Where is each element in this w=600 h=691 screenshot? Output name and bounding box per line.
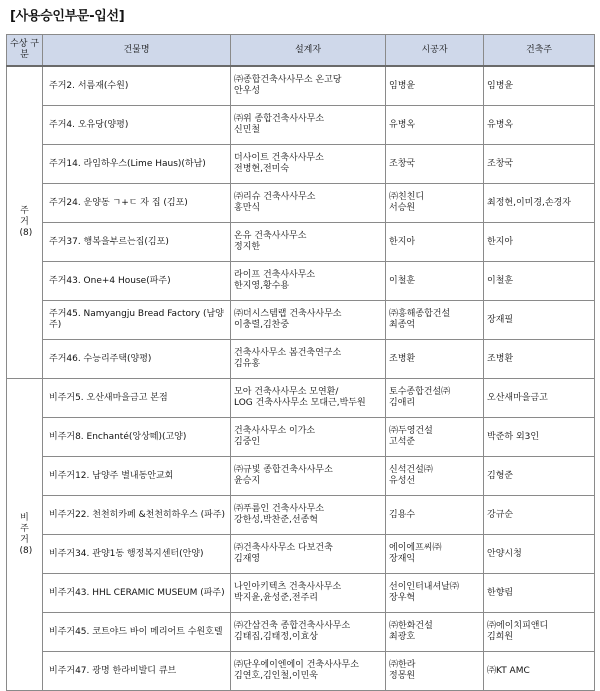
constructor-line: 정몽원 bbox=[389, 671, 416, 681]
building-name-cell: 주거37. 행복을부르는집(김포) bbox=[43, 223, 231, 262]
table-row bbox=[7, 418, 595, 457]
designer-cell bbox=[231, 262, 386, 301]
designer-line: 더사이트 건축사사무소 bbox=[234, 153, 324, 163]
owner-line: ㈜에이치피앤디 bbox=[487, 621, 549, 631]
designer-line: LOG 건축사사무소 모대근,박두원 bbox=[234, 398, 366, 408]
owner-cell bbox=[484, 418, 595, 457]
header-designer: 설계자 bbox=[231, 35, 386, 67]
owner-line: 이철훈 bbox=[487, 275, 514, 286]
owner-line: 최정현,이미경,손경자 bbox=[487, 197, 571, 208]
designer-cell bbox=[231, 184, 386, 223]
constructor-line: 장우혁 bbox=[389, 593, 416, 603]
designer-cell bbox=[231, 106, 386, 145]
owner-line: 오산새마을금고 bbox=[487, 392, 548, 403]
table-row bbox=[7, 496, 595, 535]
constructor-line: 장재익 bbox=[389, 554, 416, 564]
table-row bbox=[7, 66, 595, 106]
building-name-cell: 주거4. 오유당(양평) bbox=[43, 106, 231, 145]
building-name-cell: 비주거5. 오산새마을금고 본점 bbox=[43, 379, 231, 418]
owner-cell bbox=[484, 574, 595, 613]
table-body bbox=[7, 66, 595, 691]
designer-line: 이충렬,김찬중 bbox=[234, 320, 290, 330]
constructor-cell bbox=[386, 574, 484, 613]
designer-cell bbox=[231, 66, 386, 106]
constructor-cell bbox=[386, 457, 484, 496]
designer-line: 라이프 건축사사무소 bbox=[234, 270, 316, 280]
building-name-cell: 비주거22. 천천히카페 &천천히하우스 (파주) bbox=[43, 496, 231, 535]
designer-line: 한지영,황수용 bbox=[234, 281, 290, 291]
owner-line: ㈜KT AMC bbox=[487, 665, 530, 676]
owner-cell bbox=[484, 496, 595, 535]
designer-line: ㈜위 종합건축사사무소 bbox=[234, 114, 325, 124]
building-name-cell: 주거45. Namyangju Bread Factory (남양주) bbox=[43, 301, 231, 340]
owner-line: 김희원 bbox=[487, 632, 514, 642]
category-label: 주 거 (8) bbox=[19, 206, 33, 238]
designer-cell bbox=[231, 223, 386, 262]
designer-cell bbox=[231, 301, 386, 340]
owner-cell bbox=[484, 613, 595, 652]
table-row bbox=[7, 184, 595, 223]
owner-cell bbox=[484, 106, 595, 145]
designer-line: 건축사사무소 이가소 bbox=[234, 426, 316, 436]
designer-cell bbox=[231, 574, 386, 613]
designer-line: 강한성,박찬준,선종혁 bbox=[234, 515, 318, 525]
designer-cell bbox=[231, 535, 386, 574]
building-name-cell: 주거43. One+4 House(파주) bbox=[43, 262, 231, 301]
owner-line: 김형준 bbox=[487, 470, 514, 481]
table-row bbox=[7, 301, 595, 340]
building-name-cell: 주거2. 서름재(수원) bbox=[43, 66, 231, 106]
designer-line: ㈜더시스템랩 건축사사무소 bbox=[234, 309, 342, 319]
building-name-cell: 비주거34. 관양1동 행정복지센터(안양) bbox=[43, 535, 231, 574]
constructor-cell bbox=[386, 301, 484, 340]
constructor-line: ㈜한화건설 bbox=[389, 621, 433, 631]
owner-line: 안양시청 bbox=[487, 548, 522, 559]
constructor-cell bbox=[386, 613, 484, 652]
owner-line: 한지아 bbox=[487, 236, 514, 247]
owner-cell bbox=[484, 184, 595, 223]
constructor-cell bbox=[386, 223, 484, 262]
designer-cell bbox=[231, 145, 386, 184]
designer-line: ㈜건축사사무소 다보건축 bbox=[234, 543, 333, 553]
designer-line: ㈜간삼건축 종합건축사사무소 bbox=[234, 621, 351, 631]
table-row bbox=[7, 262, 595, 301]
constructor-line: 김애리 bbox=[389, 398, 416, 408]
owner-line: 장재필 bbox=[487, 314, 514, 325]
constructor-cell bbox=[386, 184, 484, 223]
designer-cell bbox=[231, 418, 386, 457]
constructor-line: 조창국 bbox=[389, 158, 416, 169]
owner-line: 강규순 bbox=[487, 509, 514, 520]
owner-line: 유병옥 bbox=[487, 119, 514, 130]
constructor-line: 유병옥 bbox=[389, 119, 416, 130]
designer-line: 홍만식 bbox=[234, 203, 261, 213]
table-row bbox=[7, 613, 595, 652]
category-non-residential bbox=[7, 379, 43, 691]
owner-cell bbox=[484, 652, 595, 691]
owner-cell bbox=[484, 340, 595, 379]
constructor-line: ㈜한라 bbox=[389, 660, 416, 670]
designer-line: ㈜단우에이엔에이 건축사사무소 bbox=[234, 660, 359, 670]
table-row bbox=[7, 574, 595, 613]
table-header-row bbox=[7, 35, 595, 67]
constructor-line: 에이에프씨㈜ bbox=[389, 543, 442, 553]
building-name-cell: 주거46. 수능리주택(양평) bbox=[43, 340, 231, 379]
table-row bbox=[7, 106, 595, 145]
owner-line: 박준하 외3인 bbox=[487, 431, 540, 442]
owner-cell bbox=[484, 145, 595, 184]
owner-cell bbox=[484, 457, 595, 496]
constructor-cell bbox=[386, 106, 484, 145]
constructor-line: 고석준 bbox=[389, 437, 416, 447]
table-row bbox=[7, 379, 595, 418]
owner-line: 한향림 bbox=[487, 587, 514, 598]
building-name-cell: 비주거43. HHL CERAMIC MUSEUM (파주) bbox=[43, 574, 231, 613]
owner-cell bbox=[484, 379, 595, 418]
owner-line: 조창국 bbox=[487, 158, 514, 169]
designer-line: 온유 건축사사무소 bbox=[234, 231, 307, 241]
owner-cell bbox=[484, 535, 595, 574]
header-constructor: 시공자 bbox=[386, 35, 484, 67]
designer-line: 김재영 bbox=[234, 554, 261, 564]
designer-line: 김태집,김태정,이효상 bbox=[234, 632, 318, 642]
building-name-cell: 비주거12. 남양주 별내동안교회 bbox=[43, 457, 231, 496]
constructor-cell bbox=[386, 340, 484, 379]
designer-line: 나인아키텍츠 건축사사무소 bbox=[234, 582, 342, 592]
constructor-line: 조병환 bbox=[389, 353, 416, 364]
constructor-cell bbox=[386, 496, 484, 535]
owner-line: 조병환 bbox=[487, 353, 514, 364]
constructor-line: 서승원 bbox=[389, 203, 416, 213]
designer-line: ㈜푸름인 건축사사무소 bbox=[234, 504, 325, 514]
designer-line: 윤승지 bbox=[234, 476, 261, 486]
table-row bbox=[7, 223, 595, 262]
constructor-cell bbox=[386, 145, 484, 184]
category-residential bbox=[7, 66, 43, 379]
table-row bbox=[7, 145, 595, 184]
constructor-cell bbox=[386, 262, 484, 301]
designer-line: 신민철 bbox=[234, 125, 261, 135]
designer-line: ㈜종합건축사사무소 온고당 bbox=[234, 75, 342, 85]
designer-cell bbox=[231, 457, 386, 496]
designer-line: 김연호,김인철,이민욱 bbox=[234, 671, 318, 681]
constructor-line: 김용수 bbox=[389, 509, 416, 520]
header-owner: 건축주 bbox=[484, 35, 595, 67]
constructor-cell bbox=[386, 418, 484, 457]
designer-cell bbox=[231, 379, 386, 418]
designer-line: 박지윤,윤성준,전주리 bbox=[234, 593, 318, 603]
constructor-line: 유성선 bbox=[389, 476, 416, 486]
constructor-line: ㈜흥해종합건설 bbox=[389, 309, 451, 319]
building-name-cell: 비주거8. Enchanté(앙상떼)(고양) bbox=[43, 418, 231, 457]
owner-cell bbox=[484, 223, 595, 262]
designer-line: ㈜리슈 건축사사무소 bbox=[234, 192, 316, 202]
designer-line: ㈜규빛 종합건축사사무소 bbox=[234, 465, 333, 475]
designer-cell bbox=[231, 496, 386, 535]
owner-cell bbox=[484, 66, 595, 106]
header-building: 건물명 bbox=[43, 35, 231, 67]
table-row bbox=[7, 535, 595, 574]
building-name-cell: 주거24. 운양동 ㄱ+ㄷ 자 집 (김포) bbox=[43, 184, 231, 223]
constructor-line: 최광호 bbox=[389, 632, 416, 642]
constructor-cell bbox=[386, 379, 484, 418]
table-row bbox=[7, 340, 595, 379]
designer-line: 안우성 bbox=[234, 86, 261, 96]
constructor-cell bbox=[386, 652, 484, 691]
building-name-cell: 비주거45. 코트야드 바이 메리어트 수원호텔 bbox=[43, 613, 231, 652]
designer-line: 김유홍 bbox=[234, 359, 261, 369]
designer-line: 건축사사무소 봄건축연구소 bbox=[234, 348, 342, 358]
table-row bbox=[7, 457, 595, 496]
building-name-cell: 주거14. 라임하우스(Lime Haus)(하남) bbox=[43, 145, 231, 184]
designer-line: 김중인 bbox=[234, 437, 261, 447]
designer-line: 정지한 bbox=[234, 242, 261, 252]
award-table bbox=[6, 34, 595, 691]
owner-line: 임병윤 bbox=[487, 80, 514, 91]
constructor-line: 선이인터내셔날㈜ bbox=[389, 582, 459, 592]
constructor-line: 임병윤 bbox=[389, 80, 416, 91]
constructor-line: ㈜친친디 bbox=[389, 192, 425, 202]
building-name-cell: 비주거47. 광명 한라비발디 큐브 bbox=[43, 652, 231, 691]
constructor-line: 한지아 bbox=[389, 236, 416, 247]
page-title: [사용승인부문-입선] bbox=[10, 9, 125, 24]
constructor-line: 토수종합건설㈜ bbox=[389, 387, 451, 397]
designer-cell bbox=[231, 613, 386, 652]
designer-cell bbox=[231, 652, 386, 691]
constructor-line: 최종억 bbox=[389, 320, 416, 330]
table-row bbox=[7, 652, 595, 691]
constructor-cell bbox=[386, 535, 484, 574]
header-category: 수상 구분 bbox=[7, 35, 43, 67]
constructor-cell bbox=[386, 66, 484, 106]
category-label: 비 주 거 (8) bbox=[19, 512, 33, 556]
designer-cell bbox=[231, 340, 386, 379]
owner-cell bbox=[484, 262, 595, 301]
constructor-line: ㈜두영건설 bbox=[389, 426, 433, 436]
constructor-line: 이철훈 bbox=[389, 275, 416, 286]
designer-line: 모아 건축사사무소 모연환/ bbox=[234, 387, 339, 397]
owner-cell bbox=[484, 301, 595, 340]
designer-line: 전병현,전미숙 bbox=[234, 164, 290, 174]
constructor-line: 신석건설㈜ bbox=[389, 465, 433, 475]
